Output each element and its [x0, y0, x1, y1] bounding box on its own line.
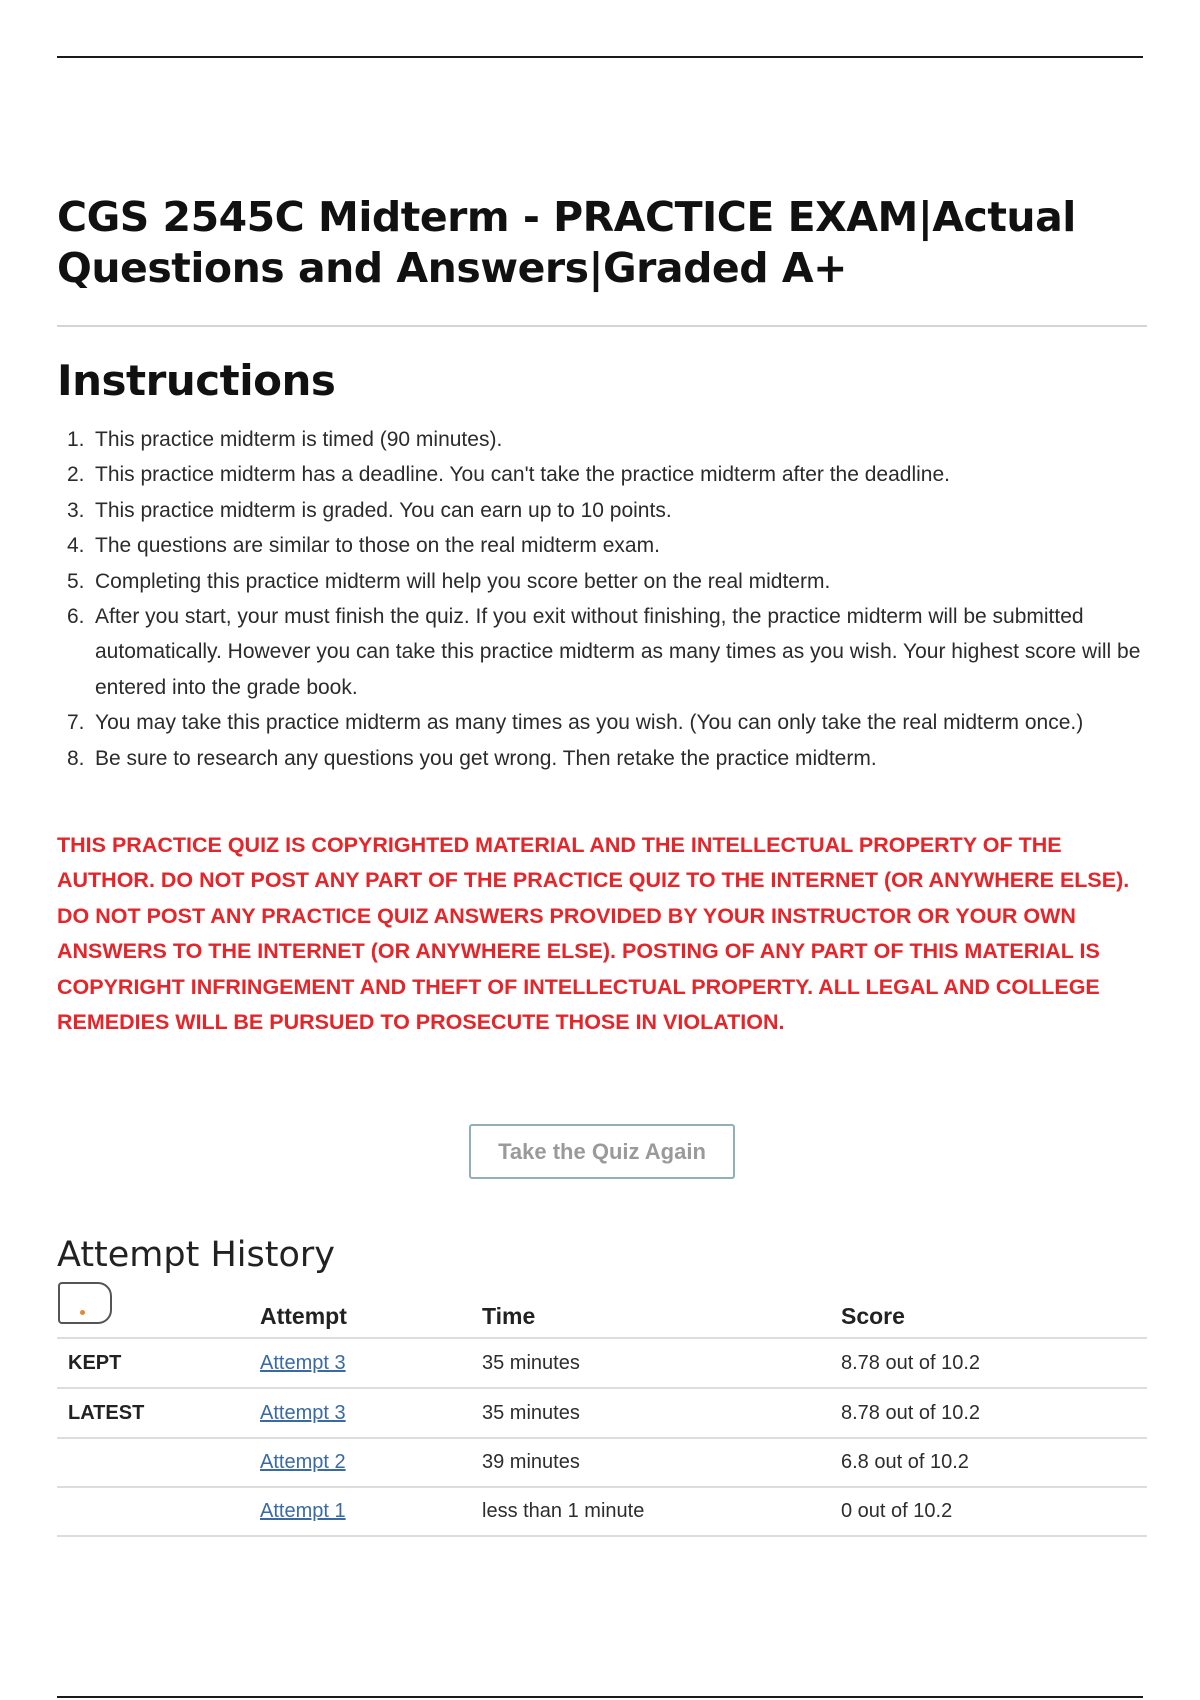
- instruction-number: 2.: [67, 463, 85, 487]
- document-title: CGS 2545C Midterm - PRACTICE EXAM|Actual Questions and Answers|Graded A+: [57, 193, 1076, 292]
- take-quiz-again-button[interactable]: Take the Quiz Again: [469, 1124, 735, 1179]
- attempt-status-badge: KEPT: [68, 1352, 122, 1374]
- instruction-item: [57, 599, 1143, 705]
- attempt-link[interactable]: Attempt 1: [260, 1500, 346, 1522]
- attempt-score: 6.8 out of 10.2: [841, 1451, 969, 1473]
- attempt-link[interactable]: Attempt 3: [260, 1352, 346, 1374]
- instruction-item: [57, 705, 1143, 740]
- column-header-score: Score: [841, 1303, 905, 1329]
- instruction-item: [57, 422, 1143, 457]
- attempt-link[interactable]: Attempt 2: [260, 1451, 346, 1473]
- instruction-text: The questions are similar to those on the real midterm exam.: [95, 534, 660, 558]
- attempt-history-heading: Attempt History: [57, 1235, 335, 1275]
- instruction-number: 6.: [67, 605, 85, 629]
- instruction-text: Completing this practice midterm will help you score better on the real midterm.: [95, 569, 831, 593]
- table-row: [57, 1389, 1147, 1439]
- copyright-warning: THIS PRACTICE QUIZ IS COPYRIGHTED MATERIAL AND THE INTELLECTUAL PROPERTY OF THE AUTHOR. DO NOT POST ANY PART OF THE PRACTICE QUIZ TO THE INTERNET (OR ANYWHERE ELSE). DO NOT POST ANY PRACTICE QUIZ ANSWERS PROVIDED BY YOUR INSTRUCTOR OR YOUR OWN ANSWERS TO THE INTERNET (OR ANYWHERE ELSE). POSTING OF ANY PART OF THIS MATERIAL IS COPYRIGHT INFRINGEMENT AND THEFT OF INTELLECTUAL PROPERTY. ALL LEGAL AND COLLEGE REMEDIES WILL BE PURSUED TO PROSECUTE THOSE IN VIOLATION.: [57, 833, 1130, 1035]
- attempt-time: less than 1 minute: [482, 1500, 645, 1522]
- title-divider: [57, 325, 1147, 327]
- instruction-item: [57, 457, 1143, 492]
- instruction-text: You may take this practice midterm as many times as you wish. (You can only take the real midterm once.): [95, 711, 1084, 735]
- attempt-link[interactable]: Attempt 3: [260, 1402, 346, 1424]
- instruction-text: This practice midterm is graded. You can earn up to 10 points.: [95, 498, 672, 522]
- chat-bubble-icon[interactable]: [58, 1282, 112, 1324]
- table-row: [57, 1438, 1147, 1488]
- attempt-score: 0 out of 10.2: [841, 1500, 953, 1522]
- attempt-time: 35 minutes: [482, 1352, 580, 1374]
- column-header-time: Time: [482, 1303, 536, 1329]
- instruction-number: 1.: [67, 428, 85, 451]
- instruction-item: [57, 528, 1143, 563]
- table-row: [57, 1487, 1147, 1537]
- instruction-text: Be sure to research any questions you get wrong. Then retake the practice midterm.: [95, 746, 877, 770]
- attempt-score: 8.78 out of 10.2: [841, 1352, 981, 1374]
- column-header-attempt: Attempt: [260, 1303, 347, 1329]
- instruction-text: This practice midterm has a deadline. You can't take the practice midterm after the deadline.: [95, 463, 950, 487]
- bottom-page-rule: [57, 1696, 1143, 1698]
- top-page-rule: [57, 56, 1143, 58]
- instruction-number: 4.: [67, 534, 85, 558]
- instruction-number: 8.: [67, 746, 85, 770]
- instructions-list: [57, 422, 1143, 776]
- instruction-number: 7.: [67, 711, 85, 735]
- instruction-item: [57, 741, 1143, 776]
- attempt-time: 35 minutes: [482, 1402, 580, 1424]
- attempt-status-badge: LATEST: [68, 1402, 145, 1424]
- instruction-number: 5.: [67, 569, 85, 593]
- instruction-text: This practice midterm is timed (90 minutes).: [95, 428, 503, 451]
- instruction-item: [57, 493, 1143, 528]
- instruction-text: After you start, your must finish the quiz. If you exit without finishing, the practice midterm will be submitted automatically. However you can take this practice midterm as many times as you wish. Your highest score will be entered into the grade book.: [95, 605, 1141, 699]
- chat-dot: [80, 1310, 85, 1315]
- attempt-time: 39 minutes: [482, 1451, 580, 1473]
- instructions-heading: Instructions: [57, 356, 336, 405]
- table-row: [57, 1339, 1147, 1389]
- instruction-item: [57, 564, 1143, 599]
- instruction-number: 3.: [67, 498, 85, 522]
- attempt-score: 8.78 out of 10.2: [841, 1402, 981, 1424]
